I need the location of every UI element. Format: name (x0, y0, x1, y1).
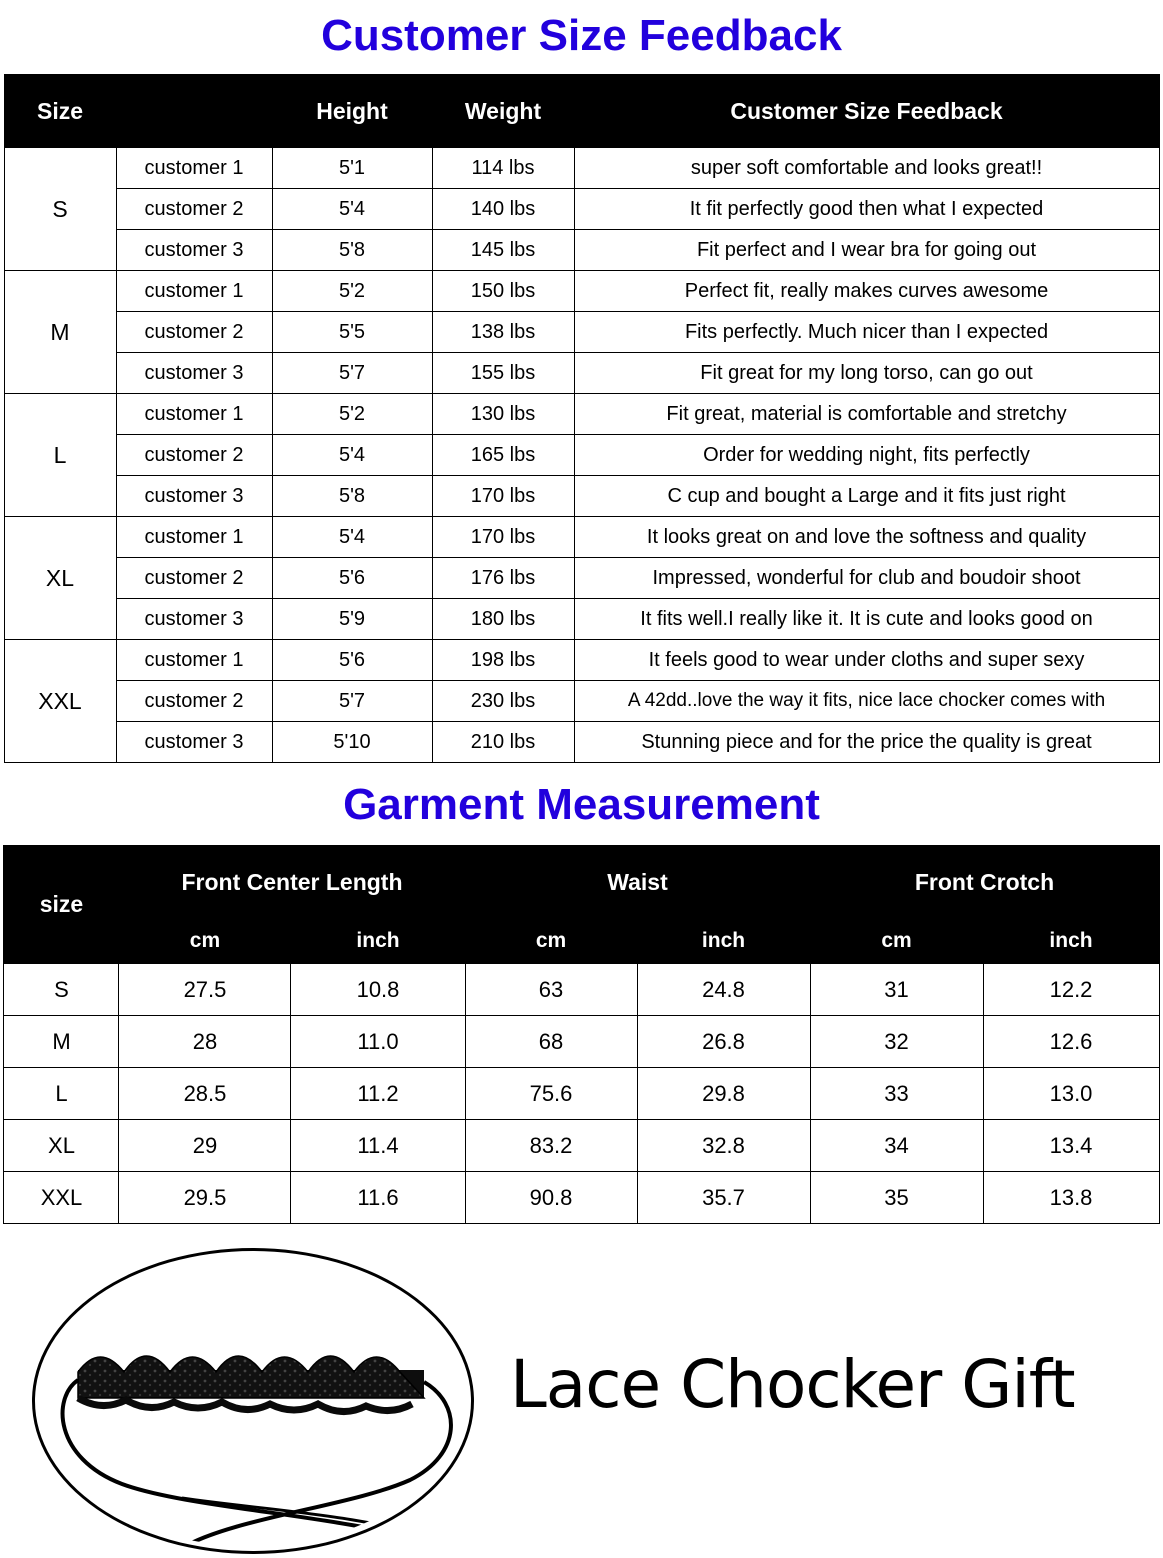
unit-header-fcl-inch: inch (291, 919, 465, 964)
feedback-text: Fit great for my long torso, can go out (574, 353, 1159, 394)
table-row (4, 189, 1159, 230)
measure-value: 29 (119, 1120, 291, 1172)
size-label: XL (4, 1120, 119, 1172)
feedback-text: A 42dd..love the way it fits, nice lace chocker comes with (574, 681, 1159, 722)
size-label: M (4, 1016, 119, 1068)
feedback-text: super soft comfortable and looks great!! (574, 148, 1159, 189)
weight-value: 150 lbs (432, 271, 574, 312)
weight-value: 176 lbs (432, 558, 574, 599)
col-header-customer (116, 75, 272, 148)
height-value: 5'2 (272, 271, 432, 312)
measure-value: 10.8 (291, 964, 465, 1016)
measure-value: 90.8 (465, 1172, 637, 1224)
measure-value: 13.8 (983, 1172, 1159, 1224)
measure-value: 29.5 (119, 1172, 291, 1224)
measure-value: 35.7 (637, 1172, 810, 1224)
measure-value: 68 (465, 1016, 637, 1068)
customer-label: customer 2 (116, 189, 272, 230)
measure-value: 24.8 (637, 964, 810, 1016)
measure-value: 35 (810, 1172, 983, 1224)
feedback-text: C cup and bought a Large and it fits just right (574, 476, 1159, 517)
measure-value: 31 (810, 964, 983, 1016)
weight-value: 138 lbs (432, 312, 574, 353)
unit-header-waist-cm: cm (465, 919, 637, 964)
height-value: 5'6 (272, 640, 432, 681)
weight-value: 145 lbs (432, 230, 574, 271)
table-header-row-units (4, 919, 1159, 964)
weight-value: 130 lbs (432, 394, 574, 435)
measure-value: 11.2 (291, 1068, 465, 1120)
measure-value: 26.8 (637, 1016, 810, 1068)
customer-label: customer 2 (116, 681, 272, 722)
customer-label: customer 3 (116, 476, 272, 517)
measure-value: 28.5 (119, 1068, 291, 1120)
table-row (4, 964, 1159, 1016)
unit-header-crotch-inch: inch (983, 919, 1159, 964)
height-value: 5'9 (272, 599, 432, 640)
col-header-front-crotch: Front Crotch (810, 846, 1159, 919)
measure-value: 28 (119, 1016, 291, 1068)
table-row (4, 1172, 1159, 1224)
height-value: 5'4 (272, 435, 432, 476)
table-row (4, 558, 1159, 599)
table-row (4, 722, 1159, 763)
col-header-waist: Waist (465, 846, 810, 919)
customer-label: customer 2 (116, 312, 272, 353)
weight-value: 180 lbs (432, 599, 574, 640)
table-row (4, 271, 1159, 312)
customer-size-feedback-title: Customer Size Feedback (321, 11, 842, 60)
weight-value: 198 lbs (432, 640, 574, 681)
table-row (4, 1016, 1159, 1068)
height-value: 5'4 (272, 189, 432, 230)
col-header-height: Height (272, 75, 432, 148)
size-label: L (4, 1068, 119, 1120)
table-row (4, 230, 1159, 271)
measure-value: 29.8 (637, 1068, 810, 1120)
measure-value: 63 (465, 964, 637, 1016)
height-value: 5'6 (272, 558, 432, 599)
height-value: 5'10 (272, 722, 432, 763)
height-value: 5'5 (272, 312, 432, 353)
table-row (4, 1120, 1159, 1172)
measure-value: 33 (810, 1068, 983, 1120)
measure-value: 27.5 (119, 964, 291, 1016)
feedback-text: Order for wedding night, fits perfectly (574, 435, 1159, 476)
customer-label: customer 1 (116, 148, 272, 189)
unit-header-waist-inch: inch (637, 919, 810, 964)
customer-label: customer 1 (116, 640, 272, 681)
lace-chocker-gift-section (0, 1238, 1163, 1558)
table-row (4, 435, 1159, 476)
weight-value: 155 lbs (432, 353, 574, 394)
table-row (4, 640, 1159, 681)
measure-value: 32 (810, 1016, 983, 1068)
measure-value: 11.6 (291, 1172, 465, 1224)
lace-choker-image (32, 1248, 468, 1548)
measure-value: 75.6 (465, 1068, 637, 1120)
size-label: S (4, 964, 119, 1016)
garment-measurement-table (3, 845, 1159, 1224)
table-row (4, 517, 1159, 558)
measure-value: 11.4 (291, 1120, 465, 1172)
col-header-front-center-length: Front Center Length (119, 846, 465, 919)
measure-value: 32.8 (637, 1120, 810, 1172)
measure-value: 13.4 (983, 1120, 1159, 1172)
table-row (4, 353, 1159, 394)
customer-label: customer 3 (116, 353, 272, 394)
feedback-text: Fit perfect and I wear bra for going out (574, 230, 1159, 271)
customer-label: customer 3 (116, 722, 272, 763)
weight-value: 140 lbs (432, 189, 574, 230)
feedback-text: It fit perfectly good then what I expected (574, 189, 1159, 230)
weight-value: 165 lbs (432, 435, 574, 476)
customer-label: customer 3 (116, 599, 272, 640)
measure-value: 11.0 (291, 1016, 465, 1068)
height-value: 5'4 (272, 517, 432, 558)
weight-value: 170 lbs (432, 517, 574, 558)
customer-size-feedback-table (4, 74, 1160, 763)
weight-value: 230 lbs (432, 681, 574, 722)
height-value: 5'8 (272, 230, 432, 271)
table-row (4, 148, 1159, 189)
height-value: 5'8 (272, 476, 432, 517)
table-row (4, 681, 1159, 722)
size-cell-xl: XL (4, 517, 116, 640)
table-row (4, 476, 1159, 517)
customer-label: customer 2 (116, 558, 272, 599)
height-value: 5'7 (272, 681, 432, 722)
feedback-text: Fit great, material is comfortable and stretchy (574, 394, 1159, 435)
feedback-text: Stunning piece and for the price the quality is great (574, 722, 1159, 763)
measure-value: 12.2 (983, 964, 1159, 1016)
table-row (4, 394, 1159, 435)
feedback-text: It fits well.I really like it. It is cute and looks good on (574, 599, 1159, 640)
table-row (4, 1068, 1159, 1120)
gift-label: Lace Chocker Gift (510, 1346, 1075, 1423)
measure-value: 13.0 (983, 1068, 1159, 1120)
height-value: 5'1 (272, 148, 432, 189)
measure-value: 12.6 (983, 1016, 1159, 1068)
unit-header-crotch-cm: cm (810, 919, 983, 964)
feedback-text: Perfect fit, really makes curves awesome (574, 271, 1159, 312)
weight-value: 114 lbs (432, 148, 574, 189)
size-cell-s: S (4, 148, 116, 271)
customer-label: customer 1 (116, 271, 272, 312)
col-header-weight: Weight (432, 75, 574, 148)
size-cell-xxl: XXL (4, 640, 116, 763)
weight-value: 170 lbs (432, 476, 574, 517)
size-label: XXL (4, 1172, 119, 1224)
feedback-text: It feels good to wear under cloths and super sexy (574, 640, 1159, 681)
table-row (4, 312, 1159, 353)
table-row (4, 599, 1159, 640)
height-value: 5'2 (272, 394, 432, 435)
feedback-text: It looks great on and love the softness and quality (574, 517, 1159, 558)
customer-label: customer 1 (116, 517, 272, 558)
feedback-text: Fits perfectly. Much nicer than I expected (574, 312, 1159, 353)
customer-label: customer 1 (116, 394, 272, 435)
size-cell-l: L (4, 394, 116, 517)
col-header-size: size (4, 846, 119, 964)
size-cell-m: M (4, 271, 116, 394)
table-header-row (4, 75, 1159, 148)
customer-label: customer 3 (116, 230, 272, 271)
table-header-row-groups (4, 846, 1159, 919)
height-value: 5'7 (272, 353, 432, 394)
weight-value: 210 lbs (432, 722, 574, 763)
measure-value: 83.2 (465, 1120, 637, 1172)
col-header-size: Size (4, 75, 116, 148)
measure-value: 34 (810, 1120, 983, 1172)
customer-label: customer 2 (116, 435, 272, 476)
garment-measurement-title: Garment Measurement (343, 780, 820, 829)
feedback-text: Impressed, wonderful for club and boudoir shoot (574, 558, 1159, 599)
col-header-feedback: Customer Size Feedback (574, 75, 1159, 148)
unit-header-fcl-cm: cm (119, 919, 291, 964)
